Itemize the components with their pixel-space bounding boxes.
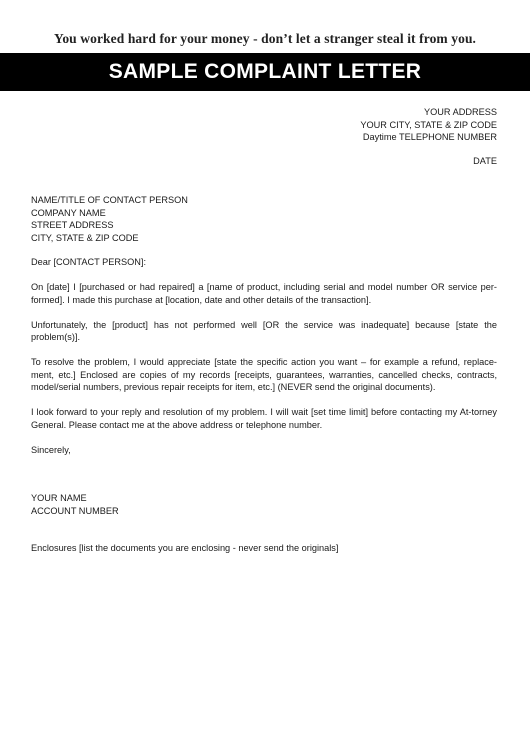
paragraph-follow-up: I look forward to your reply and resolution of my problem. I will wait [set time limit] before contacting my At-torney General. Please contact me at the above address or telephone number.: [31, 407, 497, 430]
recipient-address-block: [31, 194, 188, 244]
tagline: You worked hard for your money - don’t let a stranger steal it from you.: [53, 31, 477, 46]
enclosures-note: Enclosures [list the documents you are enclosing - never send the originals]: [31, 543, 339, 553]
salutation: Dear [CONTACT PERSON]:: [31, 257, 147, 267]
recipient-name: NAME/TITLE OF CONTACT PERSON: [31, 195, 188, 205]
sender-address: YOUR ADDRESS: [423, 107, 497, 117]
recipient-street: STREET ADDRESS: [31, 220, 114, 231]
recipient-city-state-zip: CITY, STATE & ZIP CODE: [31, 232, 139, 243]
sender-phone: Daytime TELEPHONE NUMBER: [362, 132, 497, 143]
paragraph-problem: Unfortunately, the [product] has not performed well [OR the service was inadequate] because [state the problem(s)].: [31, 319, 497, 343]
signature-block: [31, 492, 119, 517]
letter-body: [31, 256, 497, 469]
page-title: SAMPLE COMPLAINT LETTER: [108, 60, 422, 83]
paragraph-purchase: On [date] I [purchased or had repaired] a [name of product, including serial and model number OR service per-formed]. I made this purchase at [location, date and other details of the transaction].: [31, 281, 497, 305]
signature-name: YOUR NAME: [31, 493, 87, 503]
page-title-banner: [0, 53, 530, 91]
paragraph-resolution: To resolve the problem, I would appreciate [state the specific action you want – for example a refund, replace-ment, etc.] Enclosed are copies of my records [receipts, guarantees, warranties, cancelled checks, contracts, model/serial numbers, previous repair receipts for item, etc.] (NEVER send the original documents).: [31, 357, 497, 393]
closing: Sincerely,: [31, 444, 71, 455]
letter-date: DATE: [473, 156, 497, 166]
signature-account: ACCOUNT NUMBER: [31, 505, 119, 516]
sender-city-state-zip: YOUR CITY, STATE & ZIP CODE: [360, 119, 497, 130]
recipient-company: COMPANY NAME: [31, 207, 106, 218]
sender-address-block: [360, 106, 497, 144]
